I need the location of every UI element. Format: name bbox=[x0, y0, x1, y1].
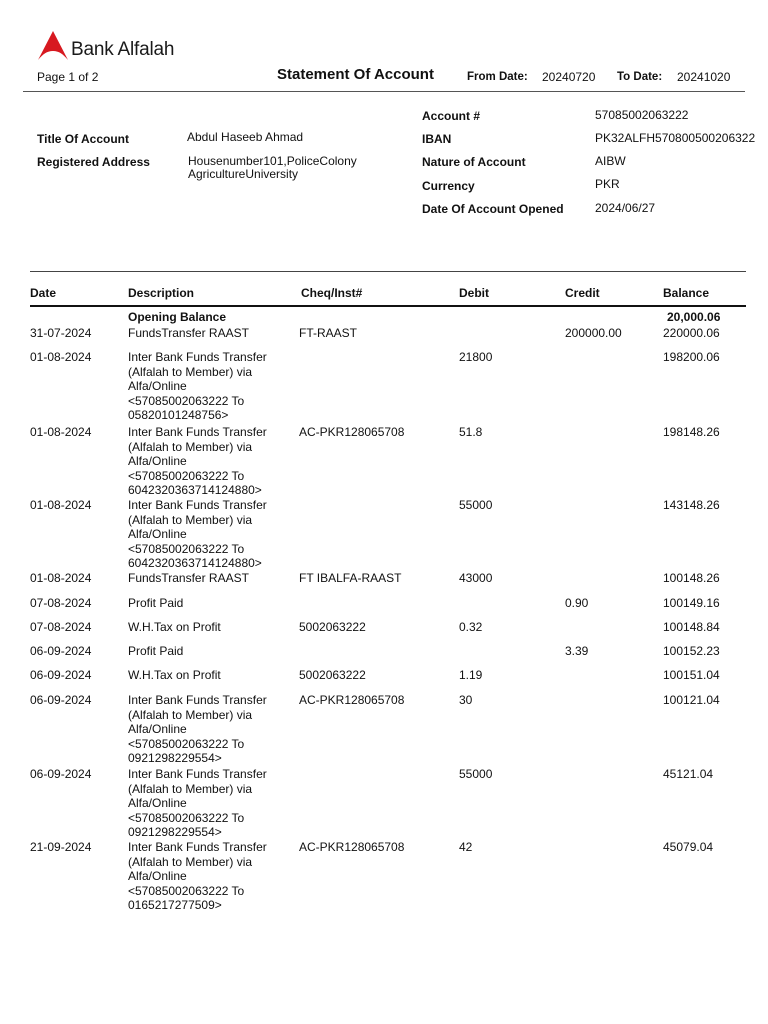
row-date: 01-08-2024 bbox=[30, 571, 92, 585]
row-date: 21-09-2024 bbox=[30, 840, 92, 854]
bank-logo bbox=[37, 30, 174, 62]
iban-label: IBAN bbox=[422, 132, 452, 146]
from-date-label: From Date: bbox=[467, 71, 528, 83]
currency-value: PKR bbox=[595, 177, 620, 191]
row-debit: 55000 bbox=[459, 767, 493, 781]
table-row bbox=[0, 596, 768, 616]
title-of-account-label: Title Of Account bbox=[37, 132, 130, 146]
row-description: W.H.Tax on Profit bbox=[128, 620, 221, 634]
row-date: 06-09-2024 bbox=[30, 644, 92, 658]
account-opened-label: Date Of Account Opened bbox=[422, 202, 564, 216]
row-cheq: AC-PKR128065708 bbox=[299, 840, 405, 854]
row-date: 01-08-2024 bbox=[30, 498, 92, 512]
table-row bbox=[0, 767, 768, 840]
row-balance: 100148.84 bbox=[663, 620, 720, 634]
page-indicator: Page 1 of 2 bbox=[37, 70, 99, 84]
row-date: 01-08-2024 bbox=[30, 425, 92, 439]
row-debit: 51.8 bbox=[459, 425, 483, 439]
statement-title: Statement Of Account bbox=[277, 66, 434, 83]
row-description: Inter Bank Funds Transfer (Alfalah to Member) via Alfa/Online <57085002063222 To 6042320363714124880> bbox=[128, 425, 267, 498]
table-row bbox=[0, 571, 768, 591]
table-row bbox=[0, 693, 768, 766]
column-header-date: Date bbox=[30, 286, 57, 300]
row-debit: 21800 bbox=[459, 350, 493, 364]
row-balance: 100121.04 bbox=[663, 693, 720, 707]
row-description: Inter Bank Funds Transfer (Alfalah to Member) via Alfa/Online <57085002063222 To 0921298229554> bbox=[128, 767, 267, 840]
column-header-cheq: Cheq/Inst# bbox=[301, 286, 363, 300]
table-row bbox=[0, 668, 768, 688]
column-header-credit: Credit bbox=[565, 286, 600, 300]
row-date: 01-08-2024 bbox=[30, 350, 92, 364]
row-description: Inter Bank Funds Transfer (Alfalah to Member) via Alfa/Online <57085002063222 To 6042320363714124880> bbox=[128, 498, 267, 571]
row-balance: 198200.06 bbox=[663, 350, 720, 364]
row-balance: 45121.04 bbox=[663, 767, 714, 781]
iban-value: PK32ALFH570800500206322 bbox=[595, 131, 756, 145]
currency-label: Currency bbox=[422, 179, 475, 193]
row-balance: 100149.16 bbox=[663, 596, 720, 610]
header-divider bbox=[23, 91, 745, 92]
table-header-divider bbox=[30, 305, 746, 307]
table-row bbox=[0, 326, 768, 346]
row-debit: 43000 bbox=[459, 571, 493, 585]
bank-name: Bank Alfalah bbox=[71, 39, 175, 60]
to-date-label: To Date: bbox=[617, 71, 663, 83]
opening-balance-label: Opening Balance bbox=[128, 310, 227, 324]
row-description: Profit Paid bbox=[128, 596, 184, 610]
table-row bbox=[0, 840, 768, 913]
row-description: Inter Bank Funds Transfer (Alfalah to Member) via Alfa/Online <57085002063222 To 05820101248756> bbox=[128, 350, 267, 423]
row-cheq: AC-PKR128065708 bbox=[299, 425, 405, 439]
row-balance: 198148.26 bbox=[663, 425, 720, 439]
table-row bbox=[0, 620, 768, 640]
row-balance: 45079.04 bbox=[663, 840, 714, 854]
row-cheq: 5002063222 bbox=[299, 620, 366, 634]
table-row bbox=[0, 350, 768, 423]
nature-of-account-value: AIBW bbox=[595, 154, 626, 168]
row-description: FundsTransfer RAAST bbox=[128, 326, 249, 340]
row-debit: 30 bbox=[459, 693, 473, 707]
row-balance: 220000.06 bbox=[663, 326, 720, 340]
row-debit: 1.19 bbox=[459, 668, 483, 682]
row-description: Inter Bank Funds Transfer (Alfalah to Member) via Alfa/Online <57085002063222 To 0165217277509> bbox=[128, 840, 267, 913]
column-header-balance: Balance bbox=[663, 286, 710, 300]
table-row bbox=[0, 425, 768, 498]
row-cheq: FT-RAAST bbox=[299, 326, 358, 340]
row-cheq: FT IBALFA-RAAST bbox=[299, 571, 402, 585]
from-date-value: 20240720 bbox=[542, 70, 596, 84]
row-date: 07-08-2024 bbox=[30, 596, 92, 610]
row-date: 06-09-2024 bbox=[30, 668, 92, 682]
row-credit: 0.90 bbox=[565, 596, 589, 610]
registered-address-value: Housenumber101,PoliceColony AgricultureUniversity bbox=[188, 154, 357, 181]
registered-address-label: Registered Address bbox=[37, 155, 150, 169]
title-of-account-value: Abdul Haseeb Ahmad bbox=[187, 130, 304, 144]
table-top-divider bbox=[30, 271, 746, 272]
row-date: 06-09-2024 bbox=[30, 693, 92, 707]
row-description: FundsTransfer RAAST bbox=[128, 571, 249, 585]
row-date: 07-08-2024 bbox=[30, 620, 92, 634]
row-date: 06-09-2024 bbox=[30, 767, 92, 781]
row-balance: 100151.04 bbox=[663, 668, 720, 682]
column-header-description: Description bbox=[128, 286, 195, 300]
row-credit: 200000.00 bbox=[565, 326, 622, 340]
row-balance: 100148.26 bbox=[663, 571, 720, 585]
row-cheq: 5002063222 bbox=[299, 668, 366, 682]
row-description: Inter Bank Funds Transfer (Alfalah to Member) via Alfa/Online <57085002063222 To 0921298229554> bbox=[128, 693, 267, 766]
row-cheq: AC-PKR128065708 bbox=[299, 693, 405, 707]
opening-balance-value: 20,000.06 bbox=[667, 310, 721, 324]
table-row bbox=[0, 498, 768, 571]
row-balance: 143148.26 bbox=[663, 498, 720, 512]
row-date: 31-07-2024 bbox=[30, 326, 92, 340]
column-header-debit: Debit bbox=[459, 286, 489, 300]
row-description: W.H.Tax on Profit bbox=[128, 668, 221, 682]
bank-alfalah-logo-icon bbox=[37, 30, 69, 62]
row-debit: 0.32 bbox=[459, 620, 483, 634]
row-balance: 100152.23 bbox=[663, 644, 720, 658]
nature-of-account-label: Nature of Account bbox=[422, 155, 526, 169]
table-row bbox=[0, 644, 768, 664]
account-opened-value: 2024/06/27 bbox=[595, 201, 656, 215]
row-description: Profit Paid bbox=[128, 644, 184, 658]
row-debit: 42 bbox=[459, 840, 473, 854]
account-number-label: Account # bbox=[422, 109, 481, 123]
row-debit: 55000 bbox=[459, 498, 493, 512]
to-date-value: 20241020 bbox=[677, 70, 731, 84]
row-credit: 3.39 bbox=[565, 644, 589, 658]
account-number-value: 57085002063222 bbox=[595, 108, 689, 122]
